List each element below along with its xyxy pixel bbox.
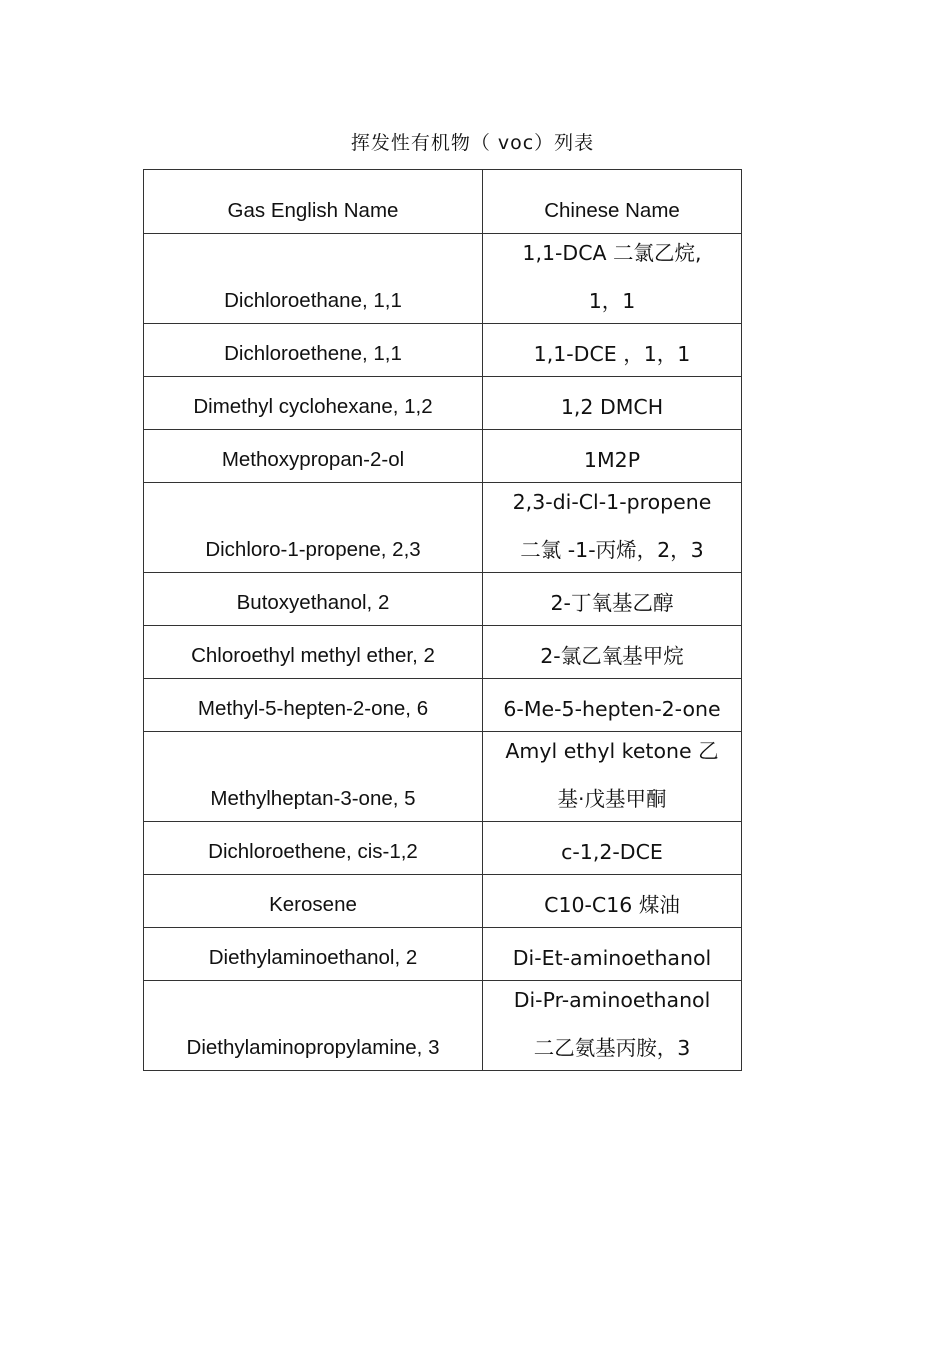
chinese-name-line: 基·戊基甲酮 <box>557 787 667 811</box>
chinese-name-line: Di-Pr-aminoethanol <box>513 988 711 1012</box>
chinese-name-cell <box>483 377 742 430</box>
chinese-name-cell <box>483 430 742 483</box>
english-name-cell: Dichloroethane, 1,1 <box>144 234 483 324</box>
chinese-name-line: 1，1 <box>588 289 636 313</box>
table-row <box>144 732 742 822</box>
chinese-name-cell <box>483 732 742 822</box>
english-name-cell: Diethylaminoethanol, 2 <box>144 928 483 981</box>
english-name-cell: Dichloroethene, cis-1,2 <box>144 822 483 875</box>
english-name-cell: Methyl-5-hepten-2-one, 6 <box>144 679 483 732</box>
table-row <box>144 573 742 626</box>
chinese-name-cell <box>483 483 742 573</box>
english-name-cell: Dichloro-1-propene, 2,3 <box>144 483 483 573</box>
chinese-name-cell <box>483 822 742 875</box>
english-name-cell: Methoxypropan-2-ol <box>144 430 483 483</box>
voc-table <box>143 169 742 1071</box>
chinese-name-line: 1,1-DCE ，1，1 <box>533 342 691 366</box>
chinese-name-line: 二氯 -1-丙烯，2，3 <box>520 538 704 562</box>
chinese-name-cell <box>483 928 742 981</box>
english-name-cell: Methylheptan-3-one, 5 <box>144 732 483 822</box>
chinese-name-cell <box>483 981 742 1071</box>
table-header-row <box>144 170 742 234</box>
chinese-name-line: 二乙氨基丙胺，3 <box>533 1036 691 1060</box>
page-title: 挥发性有机物（ voc）列表 <box>350 132 595 154</box>
chinese-name-cell <box>483 324 742 377</box>
chinese-name-line: 1,2 DMCH <box>560 395 664 419</box>
chinese-name-line: 1,1-DCA 二氯乙烷, <box>522 241 702 265</box>
chinese-name-line: c-1,2-DCE <box>561 840 663 864</box>
english-name-cell: Butoxyethanol, 2 <box>144 573 483 626</box>
chinese-name-line: 2-氯乙氧基甲烷 <box>540 644 684 668</box>
english-name-cell: Chloroethyl methyl ether, 2 <box>144 626 483 679</box>
chinese-name-cell <box>483 234 742 324</box>
english-name-cell: Dimethyl cyclohexane, 1,2 <box>144 377 483 430</box>
chinese-name-cell <box>483 679 742 732</box>
table-row <box>144 430 742 483</box>
chinese-name-line: 6-Me-5-hepten-2-one <box>503 697 721 721</box>
chinese-name-line: 2,3-di-Cl-1-propene <box>512 490 712 514</box>
english-name-cell: Diethylaminopropylamine, 3 <box>144 981 483 1071</box>
table-row <box>144 234 742 324</box>
table-row <box>144 679 742 732</box>
chinese-name-line: 2-丁氧基乙醇 <box>550 591 674 615</box>
chinese-name-cell <box>483 875 742 928</box>
chinese-name-line: Amyl ethyl ketone 乙 <box>505 739 719 763</box>
chinese-name-cell <box>483 573 742 626</box>
english-name-cell: Dichloroethene, 1,1 <box>144 324 483 377</box>
table-row <box>144 822 742 875</box>
chinese-name-line: 1M2P <box>583 448 641 472</box>
table-row <box>144 324 742 377</box>
chinese-name-line: Di-Et-aminoethanol <box>512 946 712 970</box>
table-row <box>144 626 742 679</box>
chinese-name-cell <box>483 626 742 679</box>
table-row <box>144 981 742 1071</box>
table-row <box>144 483 742 573</box>
table-row <box>144 928 742 981</box>
english-name-cell: Kerosene <box>144 875 483 928</box>
table-row <box>144 875 742 928</box>
table-row <box>144 377 742 430</box>
chinese-name-line: C10-C16 煤油 <box>544 893 680 917</box>
column-header-chinese: Chinese Name <box>483 170 742 234</box>
column-header-english: Gas English Name <box>144 170 483 234</box>
